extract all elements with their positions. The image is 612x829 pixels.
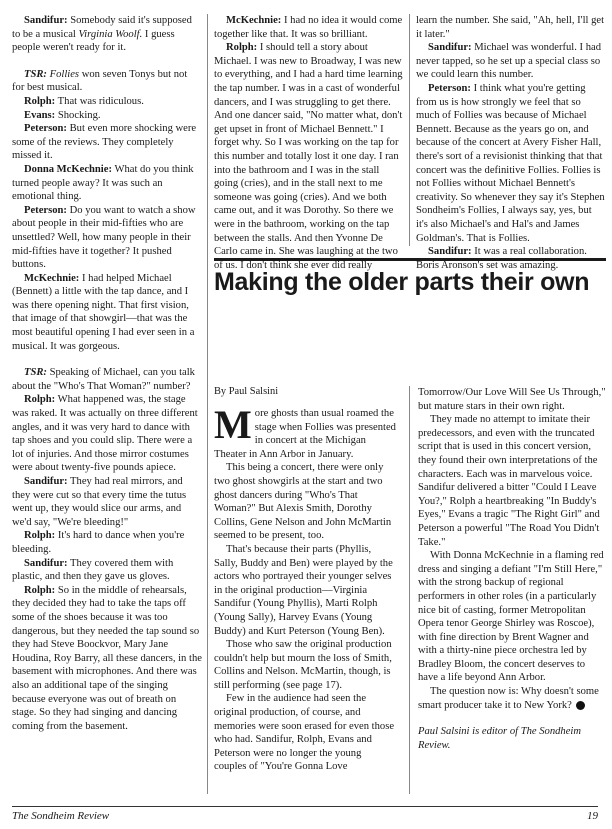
paragraph-text: Speaking of Michael, can you talk about the "Who's That Woman?" number? <box>12 367 195 392</box>
interview-paragraph <box>12 14 202 55</box>
speaker-name: Peterson: <box>24 123 67 135</box>
speaker-name: McKechnie: <box>24 272 80 284</box>
paragraph-text: They made no attempt to imitate their predecessors, and even with the truncated script that is used in this concert version, they found their own interpretations of the characters. Each was in marvelous voice. Sandifur delivered a bitter "Could I Leave You?," Rolph a heartbreaking "In Buddy's Eyes," Evans a tragic "The Right Girl" and Peterson a powerful "The Road You Didn't Take." <box>418 414 600 548</box>
interview-paragraph <box>12 109 202 123</box>
paragraph-text: Shocking. <box>57 109 101 121</box>
publication-name: The Sondheim Review <box>12 810 110 822</box>
article-column-1 <box>214 386 396 774</box>
interview-paragraph <box>12 204 202 272</box>
article-paragraph <box>418 386 606 413</box>
paragraph-text: Do you want to watch a show about people in their mid-fifties who are unsettled? Well, how many people in their mid-fifties have it together? It pushed buttons. <box>12 204 196 271</box>
page-footer <box>12 806 598 822</box>
article-byline: By Paul Salsini <box>214 386 279 397</box>
interview-paragraph <box>12 557 202 584</box>
paragraph-text: With Donna McKechnie in a flaming red dress and singing a defiant "I'm Still Here," with the strong backup of regional performers in other roles (in a particularly nice bit of casting, former Metropolitan Opera tenor George Shirley was Roscoe), with fine direction by Brent Wagner and with a thirty-nine piece orchestra led by Bradley Bloom, the concert deserves to have a life beyond Ann Arbor. <box>418 550 604 684</box>
paragraph-text: I guess people weren't ready for it. <box>12 28 175 54</box>
speaker-name: Donna McKechnie: <box>24 163 112 175</box>
interview-paragraph <box>416 14 606 41</box>
article-headline: Making the older parts their own <box>214 268 590 296</box>
column-rule <box>207 14 208 794</box>
paragraph-text: I should tell a story about Michael. I was new to Broadway, I was new to everything, and I had a hard time learning the tap number. I was in a cast of wonderful dancers, and I was struggling to get there. And one dancer said, "No matter what, don't get upset in front of Michael Bennett." I forget why. So I was working on the tap for this number and totally lost it one day. I ran into the bathroom and I was in the stall going (cries), and in the stall next to me someone was going (cries). And we both came out, and it was Dorothy. So there we were in the bathroom, working on the tap between the stalls. And then Yvonne De Carlo came in. She was laughing at the two of us. I don't think she ever did really <box>214 42 403 271</box>
interview-paragraph <box>12 393 202 475</box>
paragraph-text: So in the middle of rehearsals, they decided they had to take the taps off some of the shoes because it was too dangerous, but they needed the tap sound so they had Steve Boockvor, Mary Jane Houdina, Roy Barry, all these dancers, in the basement with microphones. And there was also an additional tape of the singing because everyone was out of breath on stage. So they had singing and dancing coming from the basement. <box>12 584 202 732</box>
interview-paragraph <box>12 584 202 734</box>
paragraph-text: Michael was wonderful. I had never tapped, so he set up a special class so we could learn this number. <box>416 42 602 81</box>
article-column-2-body <box>418 386 606 712</box>
paragraph-text: I think what you're getting from us is how strongly we feel that so much of Follies was because of Michael Bennett. Because as the years go on, and because of the concert at Avery Fisher Hall, there's sort of a revisionist thinking that that concert was the definitive Follies. Follies is not Follies without Michael Bennett's creativity. So whenever they say it's Stephen Sondheim's Follies, I always say, yes, but it's also Michael's and Hal's and James Goldman's. That is Follies. <box>416 82 605 244</box>
column-rule <box>409 14 410 246</box>
speaker-name: Evans: <box>24 109 56 121</box>
paragraph-text: won seven Tonys but not for best musical. <box>12 68 188 94</box>
emphasized-text: Virginia Woolf. <box>78 28 143 40</box>
article-paragraph <box>214 638 396 692</box>
paragraph-text: Tomorrow/Our Love Will See Us Through," but mature stars in their own right. <box>418 387 606 412</box>
paragraph-text: Somebody said it's supposed to be a musical <box>12 15 192 40</box>
interview-paragraph <box>214 14 404 41</box>
paragraph-text: I had helped Michael (Bennett) a little with the tap dance, and I was there opening night. That first vision, that image of that showgirl—that was the most beautiful opening I had ever seen in a musical. It was gorgeous. <box>12 272 195 352</box>
interview-paragraph <box>12 475 202 529</box>
interview-paragraph <box>214 41 404 272</box>
paragraph-text: They covered them with plastic, and then they gave us gloves. <box>12 557 174 583</box>
end-of-article-icon <box>576 701 585 710</box>
paragraph-text: The question now is: Why doesn't some smart producer take it to New York? <box>418 686 599 711</box>
speaker-name: Sandifur: <box>24 476 68 487</box>
article-column-2 <box>418 386 606 752</box>
paragraph-text: That's because their parts (Phyllis, Sally, Buddy and Ben) were played by the actors who portrayed their younger selves in the original production—Virginia Sandifur (Young Phyllis), Marti Rolph (Young Sally), Harvey Evans (Young Buddy) and Kurt Peterson (Young Ben). <box>214 543 393 637</box>
speaker-name: Rolph: <box>24 584 56 596</box>
interview-paragraph <box>12 529 202 556</box>
interview-paragraph <box>416 41 606 82</box>
article-paragraph <box>418 549 606 685</box>
article-headline-block <box>214 258 606 297</box>
paragraph-text: But even more shocking were some of the reviews. They completely missed it. <box>12 123 197 162</box>
interview-paragraph <box>12 366 202 393</box>
interview-paragraph <box>12 163 202 204</box>
paragraph-text: It was a real collaboration. Boris Aronson's set was amazing. <box>416 246 587 271</box>
speaker-name: Sandifur: <box>24 557 68 569</box>
article-column-1-body <box>214 402 396 774</box>
interview-column-1 <box>12 14 202 733</box>
emphasized-text: Follies <box>49 68 80 80</box>
speaker-name: Sandifur: <box>428 42 472 54</box>
paragraph-text: They had real mirrors, and they were cut so that every time the tutus went up, they would slice our arms, and we'd say, "We're bleeding!" <box>12 476 187 528</box>
interview-column-2 <box>214 14 404 272</box>
paragraph-text: Few in the audience had seen the original production, of course, and memories were soon erased for even those who had. Sandifur, Rolph, Evans and Peterson were no longer the young couples of "You're Gonna Love <box>214 693 395 773</box>
paragraph-text: ore ghosts than usual roamed the stage when Follies was presented in concert at the Michigan Theater in Ann Arbor in January. <box>214 408 396 460</box>
paragraph-text: I had no idea it would come together like that. It was so brilliant. <box>214 15 403 40</box>
speaker-name: Sandifur: <box>428 246 472 258</box>
paragraph-text: This being a concert, there were only two ghost showgirls at the start and two ghost dancers during "Who's That Woman?" But Alexis Smith, Dorothy Collins, Gene Nelson and John McMartin seemed to be present, too. <box>214 462 392 542</box>
paragraph-text: learn the number. She said, "Ah, hell, I'll get it later." <box>416 15 605 40</box>
paragraph-text: What happened was, the stage was raked. It was actually on three different angles, and it was very hard to dance with tap shoes and you could slip. There were a lot of injuries. And those mirror costumes were about twenty-five pounds apiece. <box>12 394 198 474</box>
column-rule <box>409 386 410 794</box>
interview-paragraph <box>12 272 202 354</box>
paragraph-text: That was ridiculous. <box>57 95 144 107</box>
speaker-name: Rolph: <box>24 95 56 107</box>
article-paragraph <box>214 543 396 638</box>
article-paragraph <box>214 402 396 461</box>
page-number: 19 <box>587 810 598 822</box>
paragraph-text: It's hard to dance when you're bleeding. <box>12 530 185 555</box>
article-paragraph <box>214 692 396 774</box>
interview-paragraph <box>12 95 202 109</box>
speaker-name: McKechnie: <box>226 15 282 26</box>
speaker-name: TSR: <box>24 68 47 80</box>
interview-paragraph <box>416 82 606 245</box>
interview-paragraph <box>12 122 202 163</box>
speaker-name: Sandifur: <box>24 15 68 26</box>
paragraph-text: What do you think turned people away? It was such an emotional thing. <box>12 163 194 203</box>
author-note: Paul Salsini is editor of The Sondheim Review. <box>418 726 582 751</box>
drop-cap: M <box>214 402 252 447</box>
paragraph-text: Those who saw the original production couldn't help but mourn the loss of Smith, Collins and Nelson. McMartin, though, is still performing (see page 17). <box>214 639 392 691</box>
article-paragraph <box>418 413 606 549</box>
speaker-name: Rolph: <box>226 42 258 54</box>
article-paragraph <box>214 461 396 543</box>
speaker-name: Rolph: <box>24 530 56 542</box>
speaker-name: TSR: <box>24 367 47 379</box>
interview-column-3 <box>416 14 606 272</box>
speaker-name: Rolph: <box>24 394 56 406</box>
article-paragraph <box>418 685 606 712</box>
speaker-name: Peterson: <box>428 82 471 94</box>
speaker-name: Peterson: <box>24 204 67 216</box>
interview-paragraph <box>12 68 202 95</box>
